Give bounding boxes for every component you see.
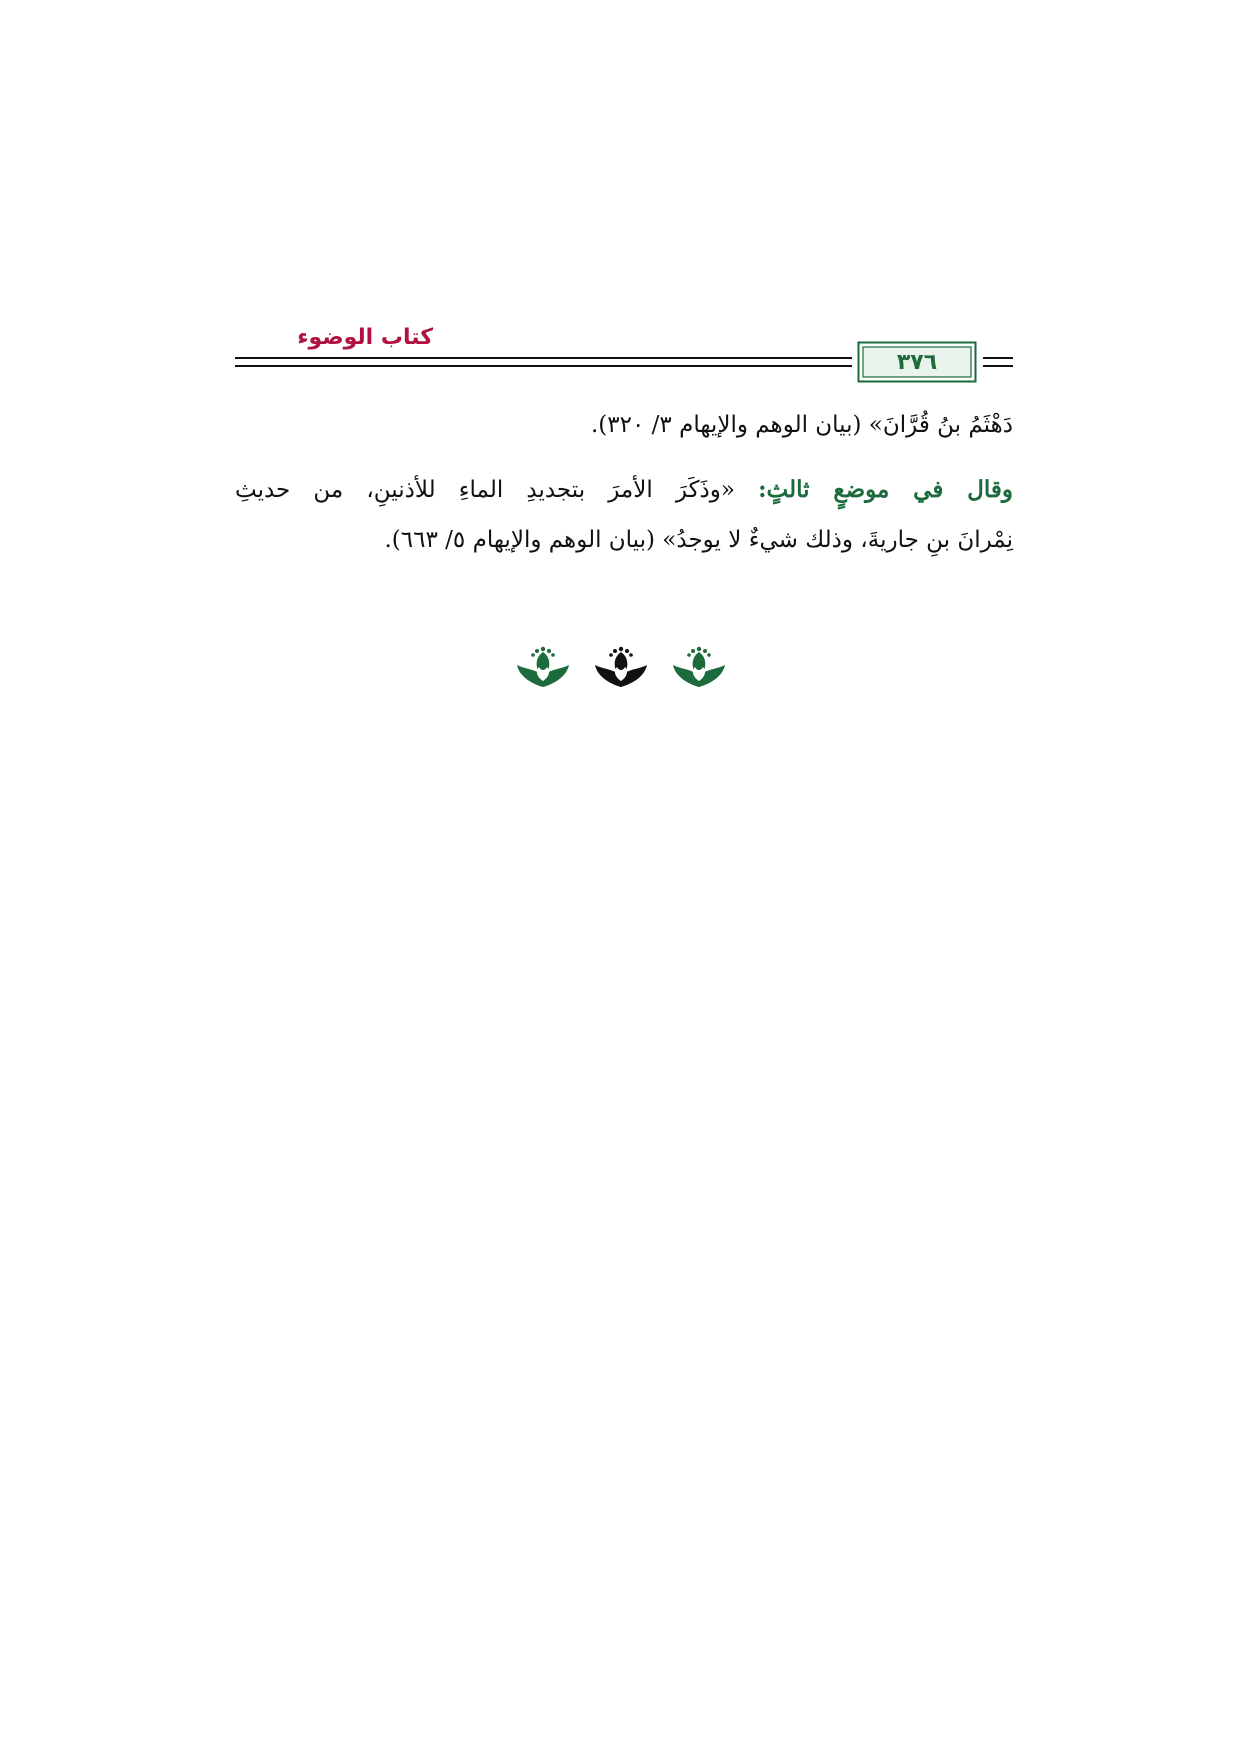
green-flower-icon <box>671 643 727 689</box>
header-rule <box>235 357 852 367</box>
header-rule-end <box>983 357 1013 367</box>
text-line-2 <box>235 465 1013 515</box>
running-title: كتاب الوضوء <box>297 325 433 350</box>
paragraph-text: «وذَكَرَ الأمرَ بتجديدِ الماءِ للأذنينِ، من حديثِ <box>235 477 759 503</box>
page-number-badge <box>857 341 977 383</box>
text-line-1: دَهْثَمُ بنُ قُرَّانَ» (بيان الوهم والإيهام ٣/ ٣٢٠). <box>590 412 1013 438</box>
text-line-3: نِمْرانَ بنِ جاريةَ، وذلك شيءٌ لا يوجدُ» (بيان الوهم والإيهام ٥/ ٦٦٣). <box>384 527 1013 553</box>
green-flower-icon <box>515 643 571 689</box>
section-ornament <box>515 643 727 689</box>
black-flower-icon <box>593 643 649 689</box>
page-number: ٣٧٦ <box>896 350 938 375</box>
paragraph-lead: وقال في موضعٍ ثالثٍ: <box>758 476 1013 503</box>
